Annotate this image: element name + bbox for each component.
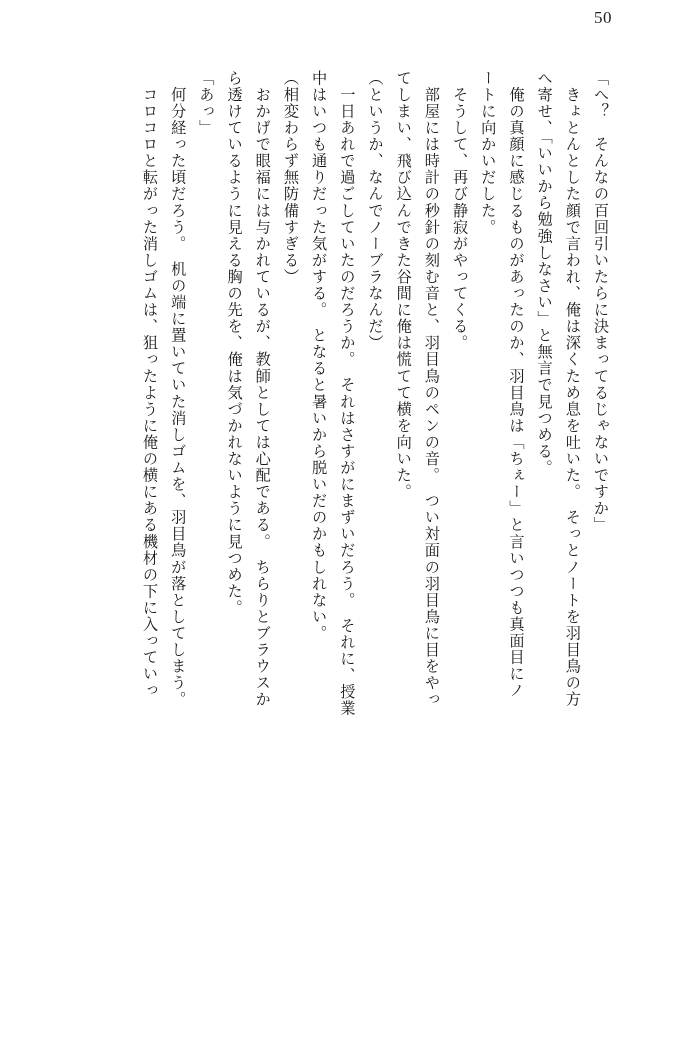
text-line: 一日あれで過ごしていたのだろうか。 それはさすがにまずいだろう。 それに、授業 [338,70,357,717]
text-line: （というか、なんでノーブラなんだ） [366,70,385,352]
text-line: ートに向かいだした。 [479,70,498,236]
text-line: 部屋には時計の秒針の刻む音と、羽目鳥のペンの音。 つい対面の羽目鳥に目をやっ [422,70,441,708]
text-line: きょとんとした顔で言われ、俺は深くため息を吐いた。 そっとノートを羽目鳥の方 [563,70,582,708]
text-line: へ寄せ、「いいから勉強しなさい」と無言で見つめる。 [535,70,554,477]
text-line: 中はいつも通りだった気がする。 となると暑いから脱いだのかもしれない。 [310,70,329,642]
text-line: （相変わらず無防備すぎる） [281,70,300,286]
text-line: 俺の真顔に感じるものがあったのか、羽目鳥は「ちぇー」と言いつつも真面目にノ [507,70,526,699]
text-line: コロコロと転がった消しゴムは、狙ったように俺の横にある機材の下に入っていっ [141,70,159,699]
text-line: 「へ？ そんなの百回引いたらに決まってるじゃないですか」 [592,70,610,534]
text-line: てしまい、飛び込んできた谷間に俺は慌てて横を向いた。 [394,70,413,501]
text-line: おかげで眼福には与かれているが、教師としては心配である。 ちらりとブラウスか [253,70,272,708]
page-number: 50 [594,8,612,27]
text-line: そうして、再び静寂がやってくる。 [451,70,470,352]
vertical-text-body [78,70,608,1000]
text-line: ら透けているように見える胸の先を、俺は気づかれないように見つめた。 [225,70,244,617]
text-line: 「あっ」 [197,70,216,137]
text-line: 何分経った頃だろう。 机の端に置いていた消しゴムを、羽目鳥が落としてしまう。 [169,70,188,708]
